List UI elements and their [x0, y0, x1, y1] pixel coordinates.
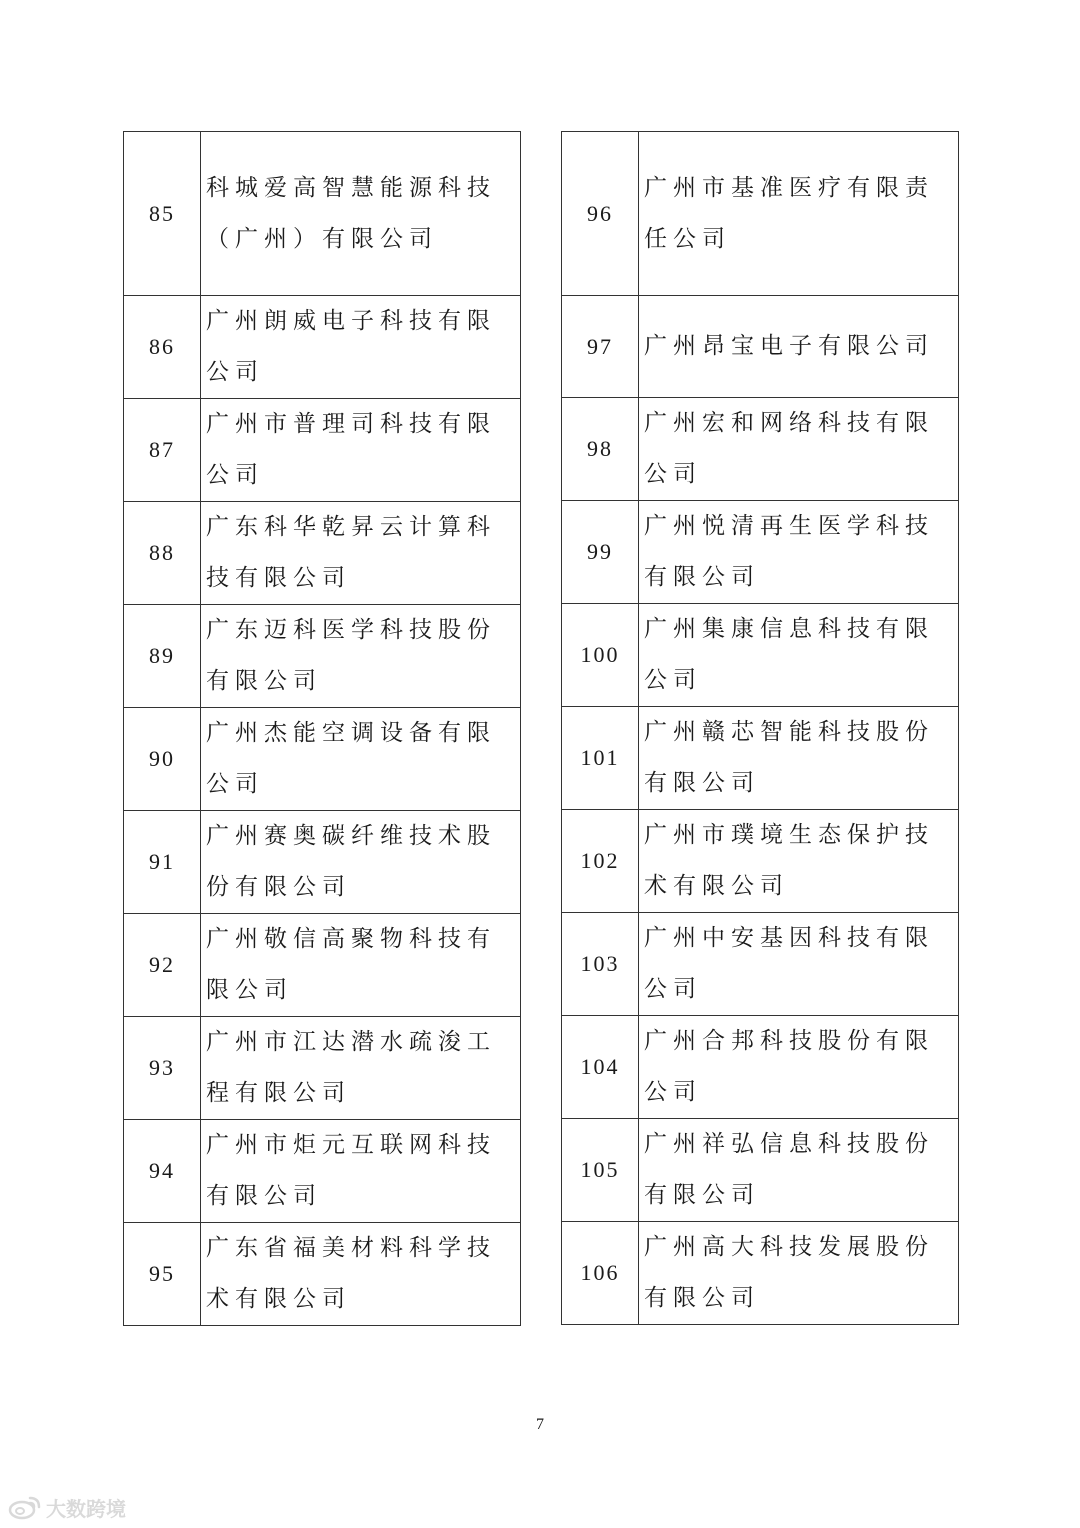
company-name: 广州市江达潜水疏浚工程有限公司 [201, 1017, 521, 1120]
row-number: 99 [562, 501, 639, 604]
company-name: 广州市璞境生态保护技术有限公司 [639, 810, 959, 913]
table-row [562, 1016, 959, 1119]
company-name: 广州赣芯智能科技股份有限公司 [639, 707, 959, 810]
table-row [124, 1120, 521, 1223]
row-number: 94 [124, 1120, 201, 1223]
row-number: 106 [562, 1222, 639, 1325]
weibo-logo-icon [8, 1494, 42, 1520]
row-number: 105 [562, 1119, 639, 1222]
row-number: 90 [124, 708, 201, 811]
table-row [124, 914, 521, 1017]
row-number: 85 [124, 132, 201, 296]
company-name: 广州市炬元互联网科技有限公司 [201, 1120, 521, 1223]
table-row [124, 708, 521, 811]
row-number: 86 [124, 296, 201, 399]
table-row [562, 132, 959, 296]
table-row [562, 1222, 959, 1325]
company-name: 广州杰能空调设备有限公司 [201, 708, 521, 811]
company-table-left [123, 131, 521, 1326]
company-name: 广东科华乾昇云计算科技有限公司 [201, 502, 521, 605]
table-row [562, 296, 959, 398]
row-number: 104 [562, 1016, 639, 1119]
company-name: 广州宏和网络科技有限公司 [639, 398, 959, 501]
company-name: 广州悦清再生医学科技有限公司 [639, 501, 959, 604]
row-number: 97 [562, 296, 639, 398]
row-number: 101 [562, 707, 639, 810]
table-row [562, 810, 959, 913]
table-row [124, 605, 521, 708]
row-number: 88 [124, 502, 201, 605]
row-number: 91 [124, 811, 201, 914]
row-number: 103 [562, 913, 639, 1016]
company-name: 广州合邦科技股份有限公司 [639, 1016, 959, 1119]
table-row [124, 399, 521, 502]
table-row [124, 811, 521, 914]
row-number: 92 [124, 914, 201, 1017]
row-number: 93 [124, 1017, 201, 1120]
company-name: 广州集康信息科技有限公司 [639, 604, 959, 707]
company-name: 广州市普理司科技有限公司 [201, 399, 521, 502]
table-row [562, 1119, 959, 1222]
company-name: 科城爱高智慧能源科技（广州）有限公司 [201, 132, 521, 296]
company-name: 广东省福美材料科学技术有限公司 [201, 1223, 521, 1326]
table-row [562, 604, 959, 707]
company-name: 广州赛奥碳纤维技术股份有限公司 [201, 811, 521, 914]
watermark [8, 1492, 126, 1522]
watermark-text: 大数跨境 [46, 1496, 126, 1521]
row-number: 98 [562, 398, 639, 501]
table-row [124, 1223, 521, 1326]
table-row [124, 1017, 521, 1120]
company-table-right [561, 131, 959, 1325]
table-row [124, 296, 521, 399]
row-number: 102 [562, 810, 639, 913]
row-number: 87 [124, 399, 201, 502]
company-name: 广州祥弘信息科技股份有限公司 [639, 1119, 959, 1222]
row-number: 95 [124, 1223, 201, 1326]
table-row [124, 132, 521, 296]
company-name: 广州敬信高聚物科技有限公司 [201, 914, 521, 1017]
company-name: 广东迈科医学科技股份有限公司 [201, 605, 521, 708]
table-row [562, 398, 959, 501]
row-number: 96 [562, 132, 639, 296]
row-number: 89 [124, 605, 201, 708]
company-name: 广州中安基因科技有限公司 [639, 913, 959, 1016]
page-number: 7 [536, 1416, 544, 1433]
company-name: 广州市基准医疗有限责任公司 [639, 132, 959, 296]
table-row [124, 502, 521, 605]
table-row [562, 707, 959, 810]
table-row [562, 913, 959, 1016]
company-name: 广州朗威电子科技有限公司 [201, 296, 521, 399]
row-number: 100 [562, 604, 639, 707]
company-name: 广州昂宝电子有限公司 [639, 296, 959, 398]
table-row [562, 501, 959, 604]
company-name: 广州高大科技发展股份有限公司 [639, 1222, 959, 1325]
